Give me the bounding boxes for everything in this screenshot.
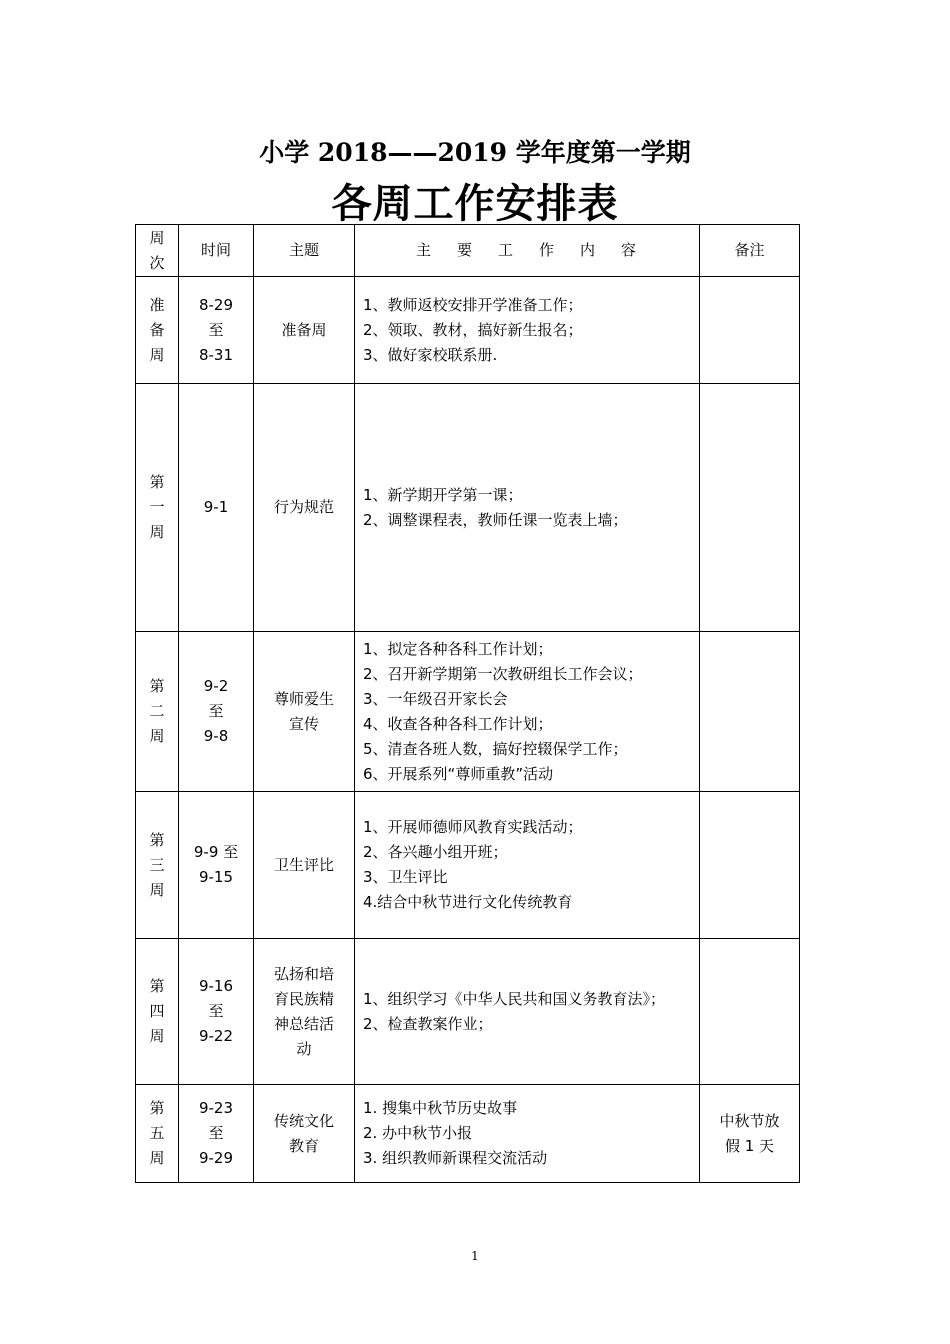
theme-line: 教育 [288, 1136, 319, 1155]
table-row [136, 384, 800, 632]
header-time: 时间 [179, 225, 254, 277]
note-cell [700, 632, 800, 792]
week-char: 周 [149, 880, 165, 899]
content-line: 1、新学期开学第一课； [363, 485, 523, 504]
table-row [136, 792, 800, 939]
note-line: 假 1 天 [724, 1136, 775, 1155]
theme-cell [254, 632, 355, 792]
time-cell [179, 1085, 254, 1183]
theme-line: 准备周 [281, 320, 327, 339]
content-line: 2、召开新学期第一次教研组长工作会议； [363, 664, 643, 683]
note-line: 中秋节放 [719, 1111, 780, 1130]
content-line: 2. 办中秋节小报 [363, 1124, 473, 1142]
content-cell [355, 939, 700, 1085]
content-cell [355, 277, 700, 384]
theme-cell [254, 1085, 355, 1183]
week-char: 备 [149, 320, 165, 339]
week-char: 周 [149, 345, 165, 364]
time-cell [179, 277, 254, 384]
content-line: 2、各兴趣小组开班； [363, 843, 508, 861]
header-row [136, 225, 800, 277]
note-cell [700, 277, 800, 384]
content-line: 1、教师返校安排开学准备工作； [363, 295, 583, 314]
table-row [136, 632, 800, 792]
theme-line: 行为规范 [273, 498, 334, 516]
note-cell [700, 939, 800, 1085]
content-line: 4、收查各种各科工作计划； [363, 714, 553, 733]
week-char: 周 [149, 727, 165, 745]
note-cell [700, 384, 800, 632]
week-char: 周 [149, 1149, 165, 1167]
time-line: 8-29 [198, 295, 234, 314]
content-line: 1、组织学习《中华人民共和国义务教育法》； [363, 989, 666, 1008]
week-cell [136, 939, 179, 1085]
time-cell [179, 792, 254, 939]
note-cell [700, 1085, 800, 1183]
time-line: 9-16 [198, 977, 234, 995]
week-char: 四 [149, 1002, 165, 1020]
week-cell [136, 277, 179, 384]
time-line: 至 [208, 320, 224, 339]
header-theme: 主题 [254, 225, 355, 277]
content-cell [355, 1085, 700, 1183]
week-char: 五 [149, 1124, 165, 1142]
content-cell [355, 792, 700, 939]
time-cell [179, 632, 254, 792]
content-line: 1. 搜集中秋节历史故事 [363, 1099, 518, 1117]
theme-cell [254, 277, 355, 384]
week-char: 第 [149, 1099, 165, 1117]
theme-line: 宣传 [288, 714, 319, 733]
content-line: 1、拟定各种各科工作计划； [363, 639, 553, 658]
table-row [136, 277, 800, 384]
content-cell [355, 384, 700, 632]
week-char: 第 [149, 473, 165, 491]
theme-line: 育民族精 [273, 989, 334, 1008]
time-cell [179, 384, 254, 632]
content-line: 2、领取、教材，搞好新生报名； [363, 320, 583, 339]
theme-line: 神总结活 [273, 1014, 334, 1033]
header-week [136, 225, 179, 277]
schedule-table [135, 224, 800, 1183]
header-note: 备注 [700, 225, 800, 277]
document-subtitle: 各周工作安排表 [331, 181, 619, 227]
week-cell [136, 384, 179, 632]
content-line: 6、开展系列“尊师重教”活动 [363, 764, 554, 783]
time-line: 9-1 [203, 498, 229, 516]
week-cell [136, 632, 179, 792]
week-char: 二 [149, 702, 165, 720]
week-char: 准 [149, 295, 165, 314]
time-line: 9-22 [198, 1027, 234, 1045]
content-line: 3、做好家校联系册. [363, 345, 498, 364]
theme-line: 动 [296, 1039, 312, 1058]
table-row [136, 1085, 800, 1183]
theme-line: 传统文化 [273, 1111, 334, 1130]
theme-line: 卫生评比 [273, 855, 334, 874]
week-char: 周 [149, 523, 165, 541]
content-line: 2、调整课程表，教师任课一览表上墙； [363, 510, 628, 529]
theme-cell [254, 384, 355, 632]
week-cell [136, 1085, 179, 1183]
content-line: 3、卫生评比 [363, 868, 448, 886]
time-line: 至 [208, 702, 224, 720]
theme-line: 尊师爱生 [273, 689, 334, 708]
theme-cell [254, 939, 355, 1085]
week-char: 周 [149, 1027, 165, 1045]
week-char: 三 [149, 855, 165, 874]
time-line: 9-23 [198, 1099, 234, 1117]
content-line: 2、检查教案作业； [363, 1014, 493, 1033]
table-row [136, 939, 800, 1085]
theme-cell [254, 792, 355, 939]
content-cell [355, 632, 700, 792]
document-title: 小学 2018——2019 学年度第一学期 [259, 138, 691, 167]
time-line: 9-8 [203, 727, 229, 745]
note-cell [700, 792, 800, 939]
time-cell [179, 939, 254, 1085]
time-line: 9-9 至 [193, 843, 239, 861]
page-number: 1 [471, 1249, 479, 1263]
week-char: 一 [149, 498, 165, 516]
week-char: 第 [149, 830, 165, 849]
week-cell [136, 792, 179, 939]
content-line: 5、清查各班人数，搞好控辍保学工作； [363, 739, 628, 758]
header-week-char: 次 [149, 253, 165, 272]
time-line: 至 [208, 1124, 224, 1142]
time-line: 9-29 [198, 1149, 234, 1167]
week-char: 第 [149, 977, 165, 995]
theme-line: 弘扬和培 [273, 964, 334, 983]
content-line: 4.结合中秋节进行文化传统教育 [363, 893, 573, 911]
header-content: 主要工作内容 [355, 225, 700, 277]
week-char: 第 [149, 677, 165, 695]
time-line: 8-31 [198, 345, 234, 364]
content-line: 3、一年级召开家长会 [363, 689, 508, 708]
content-line: 1、开展师德师风教育实践活动； [363, 818, 583, 836]
time-line: 9-15 [198, 868, 234, 886]
time-line: 9-2 [203, 677, 229, 695]
time-line: 至 [208, 1002, 224, 1020]
header-week-char: 周 [149, 228, 165, 247]
content-line: 3. 组织教师新课程交流活动 [363, 1149, 548, 1167]
